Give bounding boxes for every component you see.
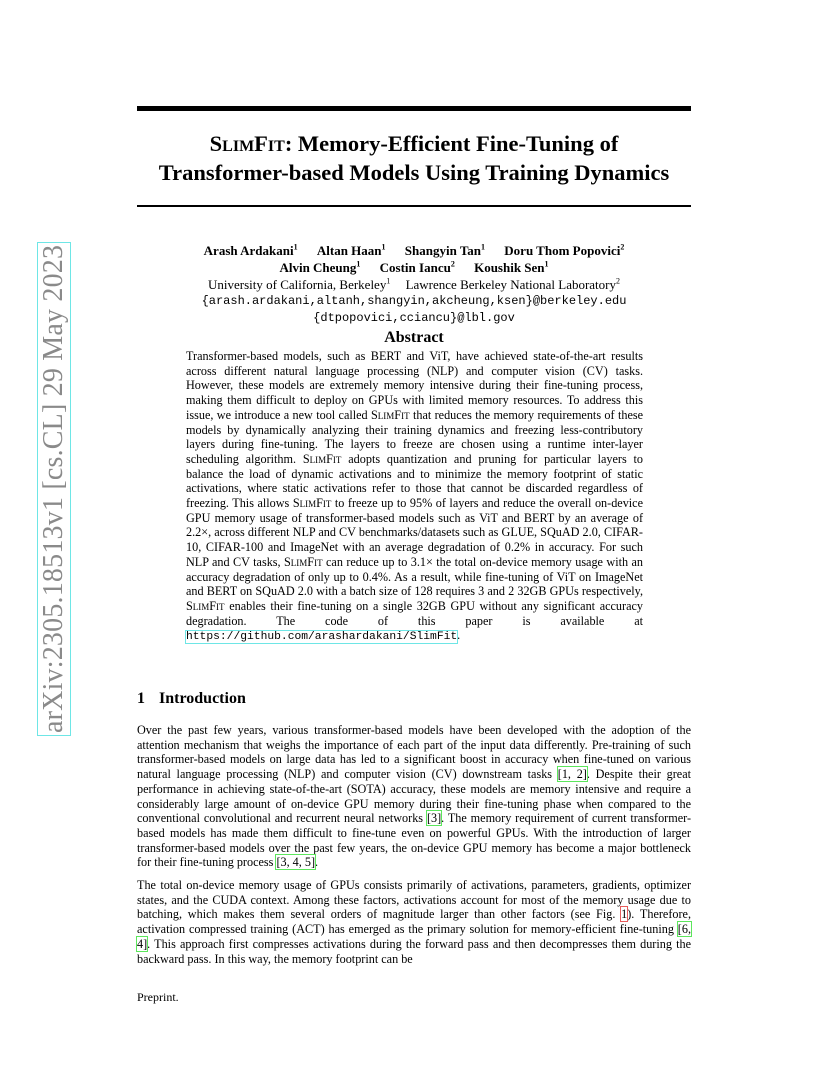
title-tool-name: SlimFit <box>209 131 285 156</box>
title-top-rule <box>137 106 691 111</box>
title-line1-rest: : Memory-Efficient Fine-Tuning of <box>284 131 619 156</box>
title-line2: Transformer-based Models Using Training Dynamics <box>158 160 670 185</box>
affiliation: Lawrence Berkeley National Laboratory$^2$ <box>405 276 621 292</box>
intro-paragraph-1: Over the past few years, various transformer-based models have been developed with the adoption of the attention mechanism that weighs the importance of each part of the input data differently. Pre-training of such transformer-based models on large data has led to a significant boost in accuracy when fine-tuned on various natural language processing (NLP) and computer vision (CV) downstream tasks [1, 2]. Despite their great performance in achieving state-of-the-art (SOTA) accuracy, these models are memory intensive and require a considerably large amount of on-device GPU memory during their fine-tuning phase when compared to the conventional convolutional and recurrent neural networks [3]. The memory requirement of current transformer-based models has made them difficult to fine-tune even on powerful GPUs. With the introduction of larger transformer-based models over the past few years, the on-device GPU memory has become a major bottleneck for their fine-tuning process [3, 4, 5]. <box>137 723 691 870</box>
citation-link[interactable]: [1, 2] <box>557 767 587 782</box>
preprint-footer: Preprint. <box>137 990 179 1004</box>
arxiv-stamp[interactable]: arXiv:2305.18513v1 [cs.CL] 29 May 2023 <box>38 244 69 733</box>
title-bottom-rule <box>137 205 691 207</box>
code-link[interactable]: https://github.com/arashardakani/SlimFit <box>186 631 458 644</box>
figure-link[interactable]: 1 <box>621 907 628 922</box>
citation-link[interactable]: [3, 4, 5] <box>276 855 316 870</box>
citation-link[interactable]: [3] <box>426 811 442 826</box>
author: Shangyin Tan$^1$ <box>404 242 486 258</box>
author: Alvin Cheung$^1$ <box>279 259 361 275</box>
author: Altan Haan$^1$ <box>316 242 386 258</box>
author-block <box>137 242 691 327</box>
abstract-text: Transformer-based models, such as BERT and ViT, have achieved state-of-the-art results across different natural language processing (NLP) and computer vision (CV) tasks. However, these models are extremely memory intensive during their fine-tuning process, making them difficult to deploy on GPUs with limited memory resources. To address this issue, we introduce a new tool called SlimFit that reduces the memory requirements of these models by dynamically analyzing their training dynamics and freezing less-contributory layers during fine-tuning. The layers to freeze are chosen using a runtime inter-layer scheduling algorithm. SlimFit adopts quantization and pruning for particular layers to balance the load of dynamic activations and to minimize the memory footprint of static activations, where static activations refer to those that cannot be discarded regardless of freezing. This allows SlimFit to freeze up to 95% of layers and reduce the overall on-device GPU memory usage of transformer-based models such as ViT and BERT by an average of 2.2×, across different NLP and CV benchmarks/datasets such as GLUE, SQuAD 2.0, CIFAR-10, CIFAR-100 and ImageNet with an average degradation of 0.2% in accuracy. For such NLP and CV tasks, SlimFit can reduce up to 3.1× the total on-device memory usage with an accuracy degradation of only up to 0.4%. As a result, while fine-tuning of ViT on ImageNet and BERT on SQuAD 2.0 with a batch size of 128 requires 3 and 2 32GB GPUs respectively, SlimFit enables their fine-tuning on a single 32GB GPU without any significant accuracy degradation. The code of this paper is available at https://github.com/arashardakani/SlimFit. <box>186 349 644 644</box>
citation-link[interactable]: [6, 4] <box>137 922 691 951</box>
author-line-2 <box>137 259 691 276</box>
intro-paragraph-2: The total on-device memory usage of GPUs consists primarily of activations, parameters, gradients, optimizer states, and the CUDA context. Among these factors, activations account for most of the memory usage due to batching, which makes them several orders of magnitude larger than other factors (see Fig. 1). Therefore, activation compressed training (ACT) has emerged as the primary solution for memory-efficient fine-tuning [6, 4]. This approach first compresses activations during the forward pass and then decompresses them during the backward pass. In this way, the memory footprint can be <box>137 878 692 966</box>
email-line: {arash.ardakani,altanh,shangyin,akcheung,ksen}@berkeley.edu <box>201 294 627 308</box>
author: Arash Ardakani$^1$ <box>203 242 298 258</box>
abstract-heading: Abstract <box>384 329 444 346</box>
paper-title <box>137 129 691 187</box>
author: Costin Iancu$^2$ <box>379 259 455 275</box>
affiliations <box>137 276 691 293</box>
email-line: {dtpopovici,cciancu}@lbl.gov <box>313 311 515 325</box>
author: Doru Thom Popovici$^2$ <box>504 242 625 258</box>
affiliation: University of California, Berkeley$^1$ <box>207 276 391 292</box>
author-line-1 <box>137 242 691 259</box>
author: Koushik Sen$^1$ <box>474 259 549 275</box>
section-heading: 1 Introduction <box>137 690 246 707</box>
